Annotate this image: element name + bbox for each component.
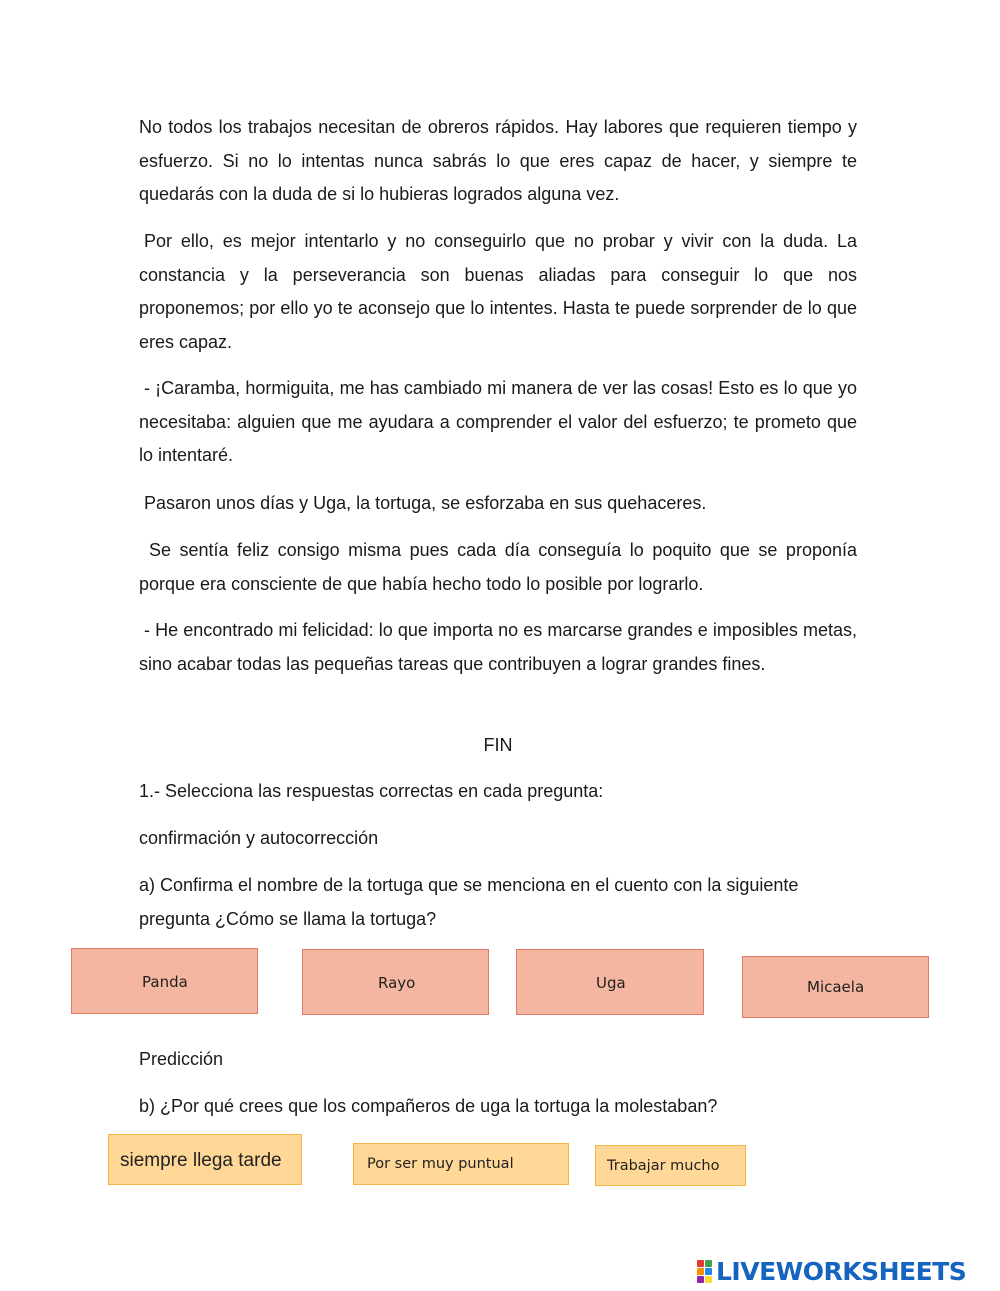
liveworksheets-logo-text: LIVEWORKSHEETS (716, 1256, 967, 1286)
option-a-panda[interactable] (71, 948, 258, 1014)
option-a-micaela[interactable] (742, 956, 929, 1018)
story-paragraph-6: - He encontrado mi felicidad: lo que importa no es marcarse grandes e imposibles metas, sino acabar todas las pequeñas tareas que contribuyen a lograr grandes fines. (139, 620, 857, 674)
story-paragraph-2: Por ello, es mejor intentarlo y no conseguirlo que no probar y vivir con la duda. La constancia y la perseverancia son buenas aliadas para conseguir lo que nos proponemos; por ello yo te aconsejo que lo intentes. Hasta te puede sorprender de lo que eres capaz. (139, 231, 857, 352)
option-a-rayo[interactable] (302, 949, 489, 1015)
option-b-por-ser-muy-puntual[interactable] (353, 1143, 569, 1185)
option-b-3-label: Trabajar mucho (607, 1158, 720, 1174)
option-a-uga[interactable] (516, 949, 704, 1015)
section-confirmation: confirmación y autocorrección (139, 828, 379, 848)
question-a: a) Confirma el nombre de la tortuga que se menciona en el cuento con la siguiente pregunta ¿Cómo se llama la tortuga? (139, 875, 799, 929)
story-paragraph-3: - ¡Caramba, hormiguita, me has cambiado mi manera de ver las cosas! Esto es lo que yo necesitaba: alguien que me ayudara a comprender el valor del esfuerzo; te prometo que lo intentaré. (139, 378, 857, 465)
liveworksheets-logo-icon (697, 1260, 712, 1283)
option-b-2-label: Por ser muy puntual (367, 1156, 514, 1172)
option-a-uga-label: Uga (596, 974, 626, 992)
option-a-micaela-label: Micaela (807, 978, 865, 996)
story-paragraph-1: No todos los trabajos necesitan de obreros rápidos. Hay labores que requieren tiempo y esfuerzo. Si no lo intentas nunca sabrás lo que eres capaz de hacer, y siempre te quedarás con la duda de si lo hubieras logrados alguna vez. (139, 117, 857, 204)
story-paragraph-5: Se sentía feliz consigo misma pues cada día conseguía lo poquito que se proponía porque era consciente de que había hecho todo lo posible por lograrlo. (139, 540, 857, 594)
question-b: b) ¿Por qué crees que los compañeros de uga la tortuga la molestaban? (139, 1096, 718, 1116)
exercise-instruction: 1.- Selecciona las respuestas correctas en cada pregunta: (139, 781, 604, 801)
story-end: FIN (483, 735, 513, 755)
option-b-siempre-llega-tarde[interactable] (108, 1134, 302, 1185)
option-a-rayo-label: Rayo (378, 974, 416, 992)
story-paragraph-4: Pasaron unos días y Uga, la tortuga, se esforzaba en sus quehaceres. (144, 493, 707, 513)
option-b-1-label: siempre llega tarde (120, 1150, 282, 1171)
section-prediction: Predicción (139, 1049, 224, 1069)
liveworksheets-logo (697, 1256, 966, 1286)
option-a-panda-label: Panda (142, 973, 188, 991)
option-b-trabajar-mucho[interactable] (595, 1145, 746, 1186)
